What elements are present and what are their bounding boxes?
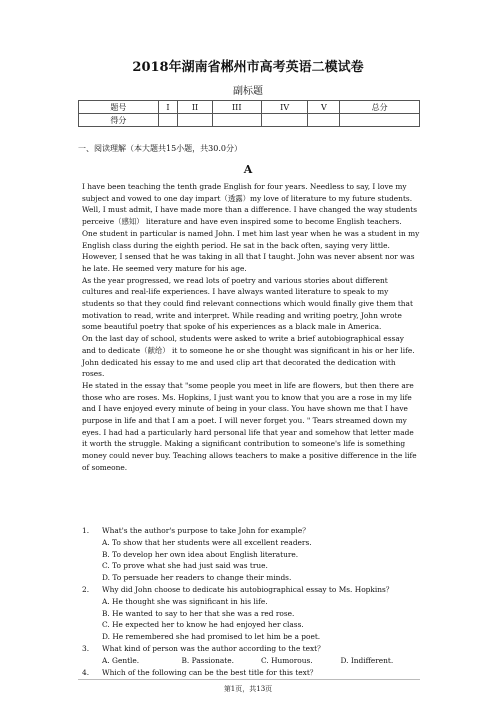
section-heading: 一、阅读理解（本大题共15小题，共30.0分） [78,144,242,153]
passage-paragraph: He stated in the essay that "some people you meet in life are flowers, but then there are those who are roses. Ms. Hopkins, I just want you to know that you are a rose in my life and I have enjoyed every minute of being in your class. You have shown me that I have purpose in life and that I am a poet. I will never forget you. " Tears streamed down my eyes. I had had a particularly hard personal life that year and somehow that letter made it worth the struggle. Making a significant contribution to someone's life is something money could never buy. Teaching allows teachers to make a positive difference in the life of someone. [82,380,417,472]
question-text: Which of the following can be the best title for this text？ [102,667,318,677]
score-header-cell: I [158,101,178,114]
answer-option: C. To prove what she had just said was true. [102,561,268,571]
question-list [82,525,420,678]
question-text: What kind of person was the author according to the text？ [102,643,325,653]
answer-option: B. He wanted to say to her that she was a red rose. [102,608,295,618]
question-number: 4. [82,667,90,677]
score-table-row [79,114,420,127]
answer-option: A. He thought she was significant in his life. [102,596,268,606]
score-cell [158,114,178,127]
passage-letter: A [243,163,253,176]
answer-option: D. He remembered she had promised to let him be a poet. [102,632,321,642]
question-text: Why did John choose to dedicate his autobiographical essay to Ms. Hopkins？ [102,584,394,594]
passage-paragraph: I have been teaching the tenth grade English for four years. Needless to say, I love my subject and vowed to one day impart（透露）my love of literature to my future students. Well, I must admit, I have made more than a difference. I have changed the way students perceive（感知） literature and have even inspired some to become English teachers. [82,182,418,227]
answer-option: D. To persuade her readers to change their minds. [102,573,292,583]
question-item [82,643,420,655]
score-header-cell: IV [261,101,308,114]
question-item [82,584,420,596]
answer-option: B. To develop her own idea about English literature. [102,549,299,559]
answer-option: A. To show that her students were all excellent readers. [102,537,312,547]
passage-paragraph: One student in particular is named John. I met him last year when he was a student in my English class during the eighth period. He sat in the back often, saying very little. However, I sensed that he was taking in all that I taught. John was never absent nor was he late. He seemed very mature for his age. [82,228,420,273]
score-header-cell: 题号 [79,101,159,114]
page-footer: 第1页，共13页 [223,685,273,693]
answer-option: B. Passionate. [181,655,234,665]
score-cell [212,114,261,127]
passage-paragraph: As the year progressed, we read lots of poetry and various stories about different cultures and real-life experiences. I have always wanted literature to speak to my students so that they could find relevant connections which would finally give them that motivation to read, write and interpret. While reading and writing poetry, John wrote some beautiful poetry that spoke of his experiences as a black male in America. [82,275,413,332]
score-header-cell: 总分 [340,101,420,114]
score-cell [308,114,340,127]
question-number: 1. [82,526,90,535]
score-header-cell: II [178,101,212,114]
question-number: 2. [82,584,90,594]
question-item [82,525,420,537]
score-header-cell: III [212,101,261,114]
score-header-cell: V [308,101,340,114]
reading-passage [82,181,420,474]
footer-divider [78,679,420,680]
score-cell [178,114,212,127]
answer-option: C. He expected her to know he had enjoyed her class. [102,620,304,630]
question-number: 3. [82,643,90,653]
score-row-label: 得分 [79,114,159,127]
page-title: 2018年湖南省郴州市高考英语二模试卷 [132,60,364,75]
score-cell [261,114,308,127]
answer-option: D. Indifferent. [340,655,394,665]
answer-option: C. Humorous. [261,655,313,665]
question-item [82,667,420,679]
score-table-header-row [79,101,420,114]
page-subtitle: 副标题 [233,86,263,97]
answer-option: A. Gentle. [102,655,140,665]
question-text: What's the author's purpose to take John for example？ [102,526,310,535]
passage-paragraph: On the last day of school, students were asked to write a brief autobiographical essay and to dedicate（献给） it to someone he or she thought was significant in his or her life. John dedicated his essay to me and used clip art that decorated the dedication with roses. [82,334,415,379]
score-cell [340,114,420,127]
answer-option-row [82,655,420,667]
score-table [78,100,420,127]
